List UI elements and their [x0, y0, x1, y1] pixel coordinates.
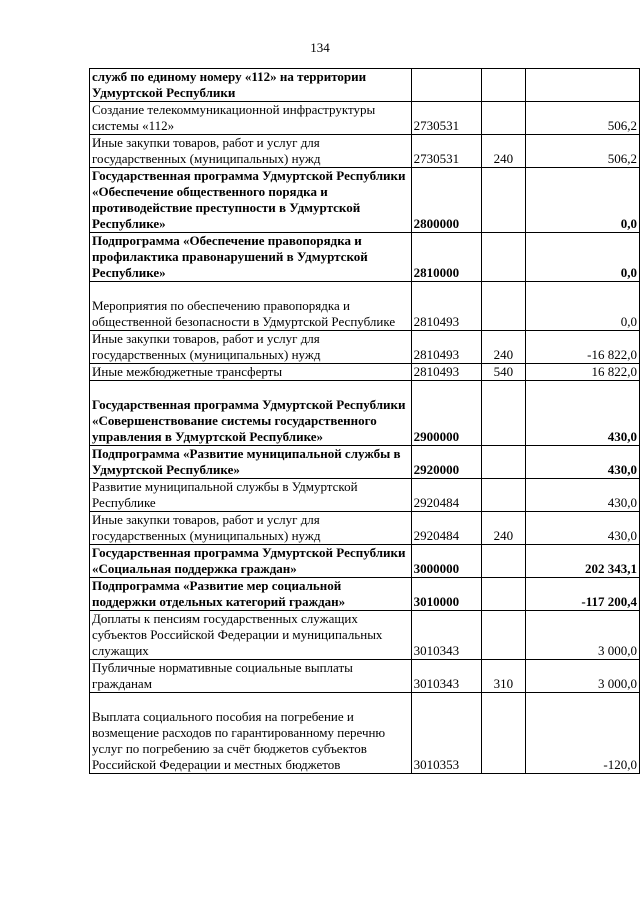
row-code-cell: 2810493	[411, 282, 481, 331]
row-name-cell: Развитие муниципальной службы в Удмуртской Республике	[90, 479, 412, 512]
row-name-cell: Иные закупки товаров, работ и услуг для государственных (муниципальных) нужд	[90, 135, 412, 168]
row-expense-kind-cell: 240	[481, 512, 525, 545]
row-code-cell: 2810493	[411, 331, 481, 364]
row-expense-kind-cell	[481, 282, 525, 331]
row-name-cell: служб по единому номеру «112» на территории Удмуртской Республики	[90, 69, 412, 102]
row-sum-cell: 3 000,0	[526, 660, 640, 693]
row-sum-cell: 0,0	[526, 168, 640, 233]
table-row	[90, 660, 640, 693]
row-name-cell: Подпрограмма «Развитие мер социальной поддержки отдельных категорий граждан»	[90, 578, 412, 611]
table-row	[90, 331, 640, 364]
table-row	[90, 69, 640, 102]
row-expense-kind-cell	[481, 611, 525, 660]
row-expense-kind-cell	[481, 578, 525, 611]
row-code-cell	[411, 69, 481, 102]
row-name-cell: Иные межбюджетные трансферты	[90, 364, 412, 381]
table-row	[90, 512, 640, 545]
budget-table	[89, 68, 640, 774]
row-sum-cell: 430,0	[526, 381, 640, 446]
row-name-cell: Государственная программа Удмуртской Республики «Обеспечение общественного порядка и противодействие преступности в Удмуртской Республике»	[90, 168, 412, 233]
row-sum-cell: 3 000,0	[526, 611, 640, 660]
row-code-cell: 2920000	[411, 446, 481, 479]
row-sum-cell: 430,0	[526, 512, 640, 545]
row-sum-cell: 430,0	[526, 479, 640, 512]
row-code-cell: 3000000	[411, 545, 481, 578]
table-row	[90, 135, 640, 168]
row-sum-cell: -117 200,4	[526, 578, 640, 611]
row-expense-kind-cell	[481, 446, 525, 479]
row-sum-cell: -120,0	[526, 693, 640, 774]
row-code-cell: 2730531	[411, 135, 481, 168]
row-sum-cell: 16 822,0	[526, 364, 640, 381]
table-row	[90, 446, 640, 479]
table-row	[90, 381, 640, 446]
table-row	[90, 479, 640, 512]
row-expense-kind-cell	[481, 233, 525, 282]
row-expense-kind-cell	[481, 479, 525, 512]
row-sum-cell: 506,2	[526, 102, 640, 135]
row-expense-kind-cell: 540	[481, 364, 525, 381]
page-number: 134	[310, 40, 330, 55]
row-expense-kind-cell: 310	[481, 660, 525, 693]
row-code-cell: 2920484	[411, 479, 481, 512]
table-row	[90, 168, 640, 233]
table-row	[90, 611, 640, 660]
row-name-cell: Создание телекоммуникационной инфраструктуры системы «112»	[90, 102, 412, 135]
table-row	[90, 102, 640, 135]
row-sum-cell	[526, 69, 640, 102]
budget-table-body	[90, 69, 640, 774]
row-expense-kind-cell: 240	[481, 331, 525, 364]
row-expense-kind-cell: 240	[481, 135, 525, 168]
row-code-cell: 2810000	[411, 233, 481, 282]
row-sum-cell: 202 343,1	[526, 545, 640, 578]
row-sum-cell: 506,2	[526, 135, 640, 168]
row-name-cell: Доплаты к пенсиям государственных служащих субъектов Российской Федерации и муниципальных служащих	[90, 611, 412, 660]
row-name-cell: Государственная программа Удмуртской Республики «Совершенствование системы государственного управления в Удмуртской Республике»	[90, 381, 412, 446]
row-name-cell: Подпрограмма «Развитие муниципальной службы в Удмуртской Республике»	[90, 446, 412, 479]
row-sum-cell: 430,0	[526, 446, 640, 479]
table-row	[90, 364, 640, 381]
row-name-cell: Публичные нормативные социальные выплаты гражданам	[90, 660, 412, 693]
row-name-cell: Выплата социального пособия на погребение и возмещение расходов по гарантированному перечню услуг по погребению за счёт бюджетов субъектов Российской Федерации и местных бюджетов	[90, 693, 412, 774]
row-sum-cell: -16 822,0	[526, 331, 640, 364]
row-code-cell: 3010353	[411, 693, 481, 774]
row-code-cell: 3010343	[411, 611, 481, 660]
row-expense-kind-cell	[481, 381, 525, 446]
table-row	[90, 693, 640, 774]
row-code-cell: 2810493	[411, 364, 481, 381]
table-row	[90, 233, 640, 282]
row-expense-kind-cell	[481, 168, 525, 233]
table-row	[90, 545, 640, 578]
row-name-cell: Мероприятия по обеспечению правопорядка и общественной безопасности в Удмуртской Республике	[90, 282, 412, 331]
table-row	[90, 578, 640, 611]
row-code-cell: 2920484	[411, 512, 481, 545]
row-code-cell: 2730531	[411, 102, 481, 135]
row-expense-kind-cell	[481, 102, 525, 135]
row-code-cell: 2900000	[411, 381, 481, 446]
row-sum-cell: 0,0	[526, 282, 640, 331]
row-expense-kind-cell	[481, 69, 525, 102]
row-name-cell: Иные закупки товаров, работ и услуг для государственных (муниципальных) нужд	[90, 512, 412, 545]
table-row	[90, 282, 640, 331]
row-name-cell: Иные закупки товаров, работ и услуг для государственных (муниципальных) нужд	[90, 331, 412, 364]
row-name-cell: Подпрограмма «Обеспечение правопорядка и профилактика правонарушений в Удмуртской Республике»	[90, 233, 412, 282]
row-code-cell: 3010000	[411, 578, 481, 611]
row-expense-kind-cell	[481, 545, 525, 578]
row-code-cell: 2800000	[411, 168, 481, 233]
row-code-cell: 3010343	[411, 660, 481, 693]
row-expense-kind-cell	[481, 693, 525, 774]
row-sum-cell: 0,0	[526, 233, 640, 282]
row-name-cell: Государственная программа Удмуртской Республики «Социальная поддержка граждан»	[90, 545, 412, 578]
